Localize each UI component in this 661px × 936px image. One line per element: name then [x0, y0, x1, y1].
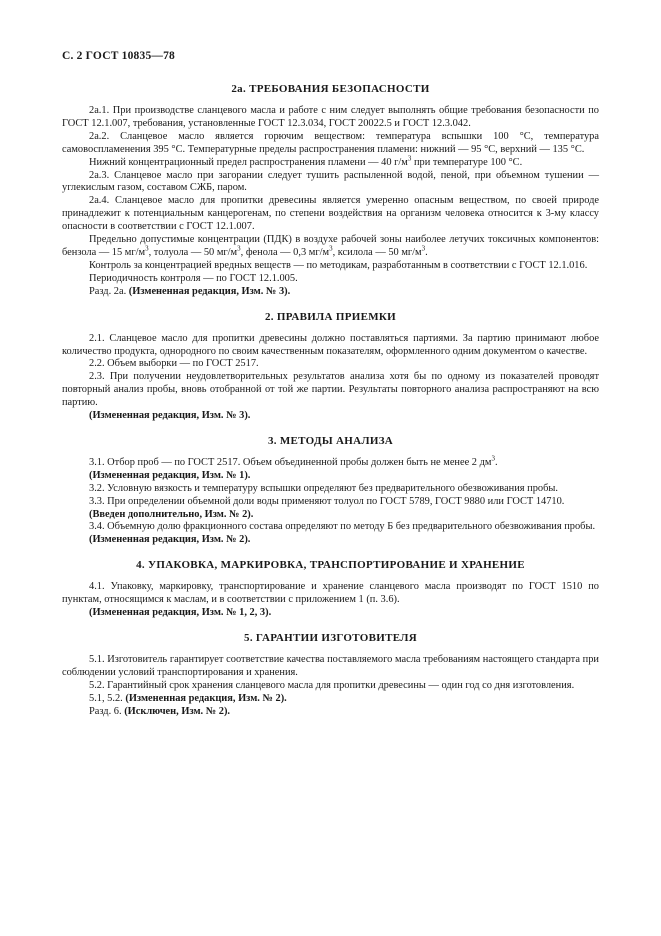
- section: [62, 632, 599, 719]
- paragraph: 5.2. Гарантийный срок хранения сланцевого масла для пропитки древесины — один год со дня изготовления.: [89, 679, 575, 691]
- section: [62, 83, 599, 299]
- paragraph: 3.2. Условную вязкость и температуру вспышки определяют без предварительного обезвоживания пробы.: [89, 482, 558, 494]
- section-title: 3. МЕТОДЫ АНАЛИЗА: [267, 434, 394, 447]
- paragraph: (Измененная редакция, Изм. № 3).: [89, 410, 251, 422]
- section: [62, 559, 599, 620]
- page-header: С. 2 ГОСТ 10835—78: [62, 50, 175, 62]
- paragraph: (Измененная редакция, Изм. № 2).: [89, 534, 251, 546]
- paragraph: Периодичность контроля — по ГОСТ 12.1.005.: [89, 272, 298, 284]
- paragraph: Предельно допустимые концентрации (ПДК) в воздухе рабочей зоны наиболее летучих токсичных компонентов: бензола — 15 $мг/м^3$, толуола — 50 $мг/м^3$, фенола — 0,3 $мг/м^3$, ксилола — 50 $мг/м^3$.: [62, 234, 599, 258]
- paragraph: 3.1. Отбор проб — по ГОСТ 2517. Объем объединенной пробы должен быть не менее 2 $дм^3$.: [89, 454, 498, 468]
- paragraph: Нижний концентрационный предел распространения пламени — 40 $г/м^3$ при температуре 100 °С.: [89, 154, 523, 168]
- section: [62, 435, 599, 547]
- section-title: 2а. ТРЕБОВАНИЯ БЕЗОПАСНОСТИ: [231, 83, 430, 95]
- paragraph: (Введен дополнительно, Изм. № 2).: [89, 508, 254, 520]
- paragraph: 2.3. При получении неудовлетворительных результатов анализа хотя бы по одному из показателей проводят повторный анализ пробы, вновь отобранной от той же партии. Результаты повторного анализа распространяют на всю партию.: [62, 371, 599, 409]
- paragraph: 2а.2. Сланцевое масло является горючим веществом: температура вспышки 100 °С, температура самовоспламенения 395 °С. Температурные пределы распространения пламени: нижний — 95 °С, верхний — 135 °С.: [62, 130, 599, 155]
- paragraph: 2.2. Объем выборки — по ГОСТ 2517.: [89, 358, 259, 370]
- document-body: [62, 83, 599, 719]
- paragraph: Разд. 6. (Исключен, Изм. № 2).: [89, 705, 231, 717]
- section-title: 4. УПАКОВКА, МАРКИРОВКА, ТРАНСПОРТИРОВАНИЕ И ХРАНЕНИЕ: [136, 559, 525, 572]
- paragraph: (Измененная редакция, Изм. № 1, 2, 3).: [89, 607, 272, 619]
- paragraph: 2а.3. Сланцевое масло при загорании следует тушить распыленной водой, пеной, при объемном тушении — углекислым газом, составом СЖБ, паром.: [62, 169, 599, 194]
- paragraph: 5.1, 5.2. (Измененная редакция, Изм. № 2).: [89, 692, 287, 704]
- paragraph: 3.3. При определении объемной доли воды применяют толуол по ГОСТ 5789, ГОСТ 9880 или ГОСТ 14710.: [89, 495, 565, 507]
- paragraph: 3.4. Объемную долю фракционного состава определяют по методу Б без предварительного обезвоживания пробы.: [89, 521, 596, 533]
- section-title: 5. ГАРАНТИИ ИЗГОТОВИТЕЛЯ: [244, 632, 417, 644]
- paragraph: Разд. 2а. (Измененная редакция, Изм. № 3).: [89, 285, 291, 297]
- section: [62, 311, 599, 423]
- paragraph: 4.1. Упаковку, маркировку, транспортирование и хранение сланцевого масла производят по ГОСТ 1510 по пунктам, относящимся к маслам, и в соответствии с приложением 1 (п. 3.6).: [62, 581, 599, 606]
- section-title: 2. ПРАВИЛА ПРИЕМКИ: [264, 310, 397, 323]
- paragraph: 2а.4. Сланцевое масло для пропитки древесины является умеренно опасным веществом, по своей природе принадлежит к потенциальным канцерогенам, по степени воздействия на организм человека относится к 3-му классу опасности в соответствии с ГОСТ 12.1.007.: [62, 195, 599, 233]
- paragraph: Контроль за концентрацией вредных веществ — по методикам, разработанным в соответствии с ГОСТ 12.1.016.: [89, 259, 588, 271]
- paragraph: 2а.1. При производстве сланцевого масла и работе с ним следует выполнять общие требования безопасности по ГОСТ 12.1.007, требования, установленные ГОСТ 12.3.034, ГОСТ 20022.5 и ГОСТ 12.3.042.: [62, 105, 599, 129]
- paragraph: 2.1. Сланцевое масло для пропитки древесины должно поставляться партиями. За партию принимают любое количество продукта, однородного по своим качественным показателям, оформленного одним документом о качестве.: [62, 332, 599, 357]
- paragraph: 5.1. Изготовитель гарантирует соответствие качества поставляемого масла требованиям настоящего стандарта при соблюдении условий транспортирования и хранения.: [62, 654, 599, 678]
- paragraph: (Измененная редакция, Изм. № 1).: [89, 469, 251, 481]
